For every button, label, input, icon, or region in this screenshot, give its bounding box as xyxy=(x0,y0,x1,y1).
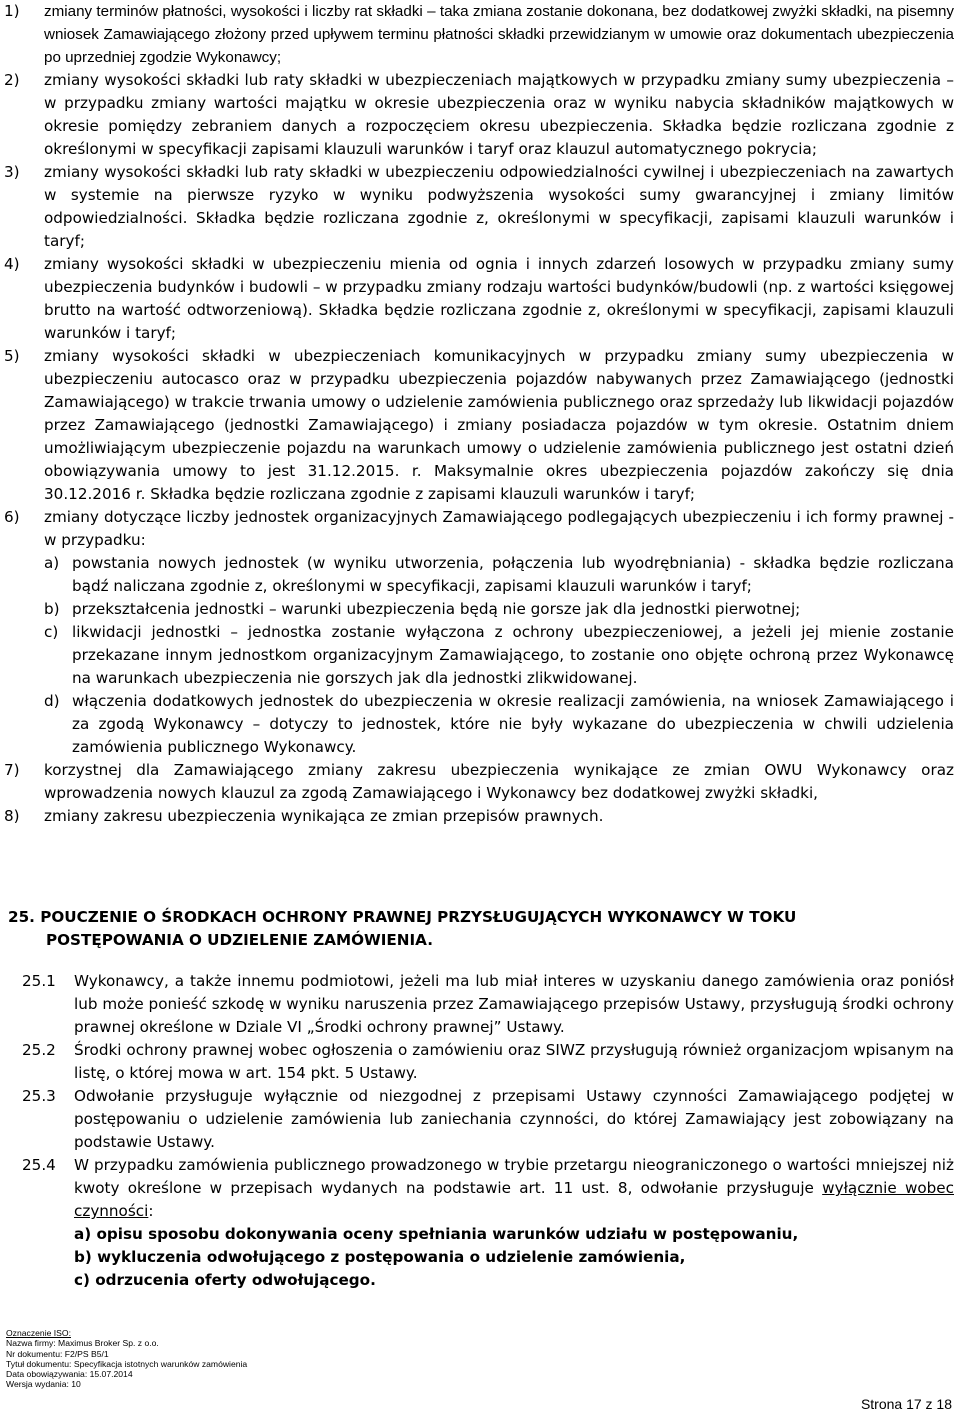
bold-list-item: a) opisu sposobu dokonywania oceny spełniania warunków udziału w postępowaniu, xyxy=(74,1225,799,1243)
paragraph-number: 25.3 xyxy=(22,1087,56,1105)
sub-item-text: likwidacji jednostki – jednostka zostanie wyłączona z ochrony ubezpieczeniowej, a jeżeli jej mienie zostanie przekazane innym jednostkom organizacyjnym Zamawiającego, to zostanie ono objęte ochroną przez Wykonawcę na warunkach ubezpieczenia nie gorszych jak dla jednostki zlikwidowanej. xyxy=(72,623,954,687)
footer-doc-title: Tytuł dokumentu: Specyfikacja istotnych warunków zamówienia xyxy=(6,1358,248,1369)
page-number: Strona 17 z 18 xyxy=(860,1396,952,1412)
sub-item-letter: b) xyxy=(44,600,60,618)
paragraph-number: 25.1 xyxy=(22,972,56,990)
paragraph-text: Wykonawcy, a także innemu podmiotowi, jeżeli ma lub miał interes w uzyskaniu danego zamówienia oraz poniósł lub może ponieść szkodę w wyniku naruszenia przez Zamawiającego przepisów Ustawy, przysługują środki ochrony prawnej określone w Dziale VI „Środki ochrony prawnej” Ustawy. xyxy=(74,972,954,1036)
sub-item xyxy=(44,690,954,759)
sub-item-letter: c) xyxy=(44,623,59,641)
list-item-text: zmiany dotyczące liczby jednostek organizacyjnych Zamawiającego podlegających ubezpieczeniu i ich formy prawnej - w przypadku: xyxy=(44,508,954,549)
section-heading xyxy=(8,906,953,952)
list-item-number: 3) xyxy=(4,163,20,181)
sub-item-text: włączenia dodatkowych jednostek do ubezpieczenia w okresie realizacji zamówienia, na wniosek Zamawiającego i za zgodą Wykonawcy – dotyczy to jednostek, które nie były wykazane do ubezpieczenia w chwili udzielenia zamówienia publicznego Wykonawcy. xyxy=(72,692,954,756)
sub-item-text: przekształcenia jednostki – warunki ubezpieczenia będą nie gorsze jak dla jednostki pierwotnej; xyxy=(72,600,801,618)
list-item xyxy=(0,805,960,828)
section-paragraph xyxy=(0,1154,960,1292)
paragraph-underlined-text: wyłącznie wobec czynności xyxy=(74,1179,954,1220)
list-item xyxy=(0,253,960,345)
section-heading-line2: POSTĘPOWANIA O UDZIELENIE ZAMÓWIENIA. xyxy=(46,931,433,949)
sub-item-text: powstania nowych jednostek (w wyniku utworzenia, połączenia lub wyodrębniania) - składka będzie rozliczana bądź naliczana zgodnie z, określonymi w specyfikacji, zapisami klauzuli warunków i taryf; xyxy=(72,554,954,595)
list-item-number: 5) xyxy=(4,347,20,365)
sub-item-letter: d) xyxy=(44,692,60,710)
list-item-number: 2) xyxy=(4,71,20,89)
footer-valid-date: Data obowiązywania: 15.07.2014 xyxy=(6,1369,133,1380)
sub-item xyxy=(44,552,954,598)
list-item-number: 6) xyxy=(4,508,20,526)
list-item-text: zmiany wysokości składki w ubezpieczeniu mienia od ognia i innych zdarzeń losowych w przypadku zmiany sumy ubezpieczenia budynków i budowli – w przypadku zmiany rodzaju wartości budynków/budowli (np. z wartości księgowej brutto na wartość odtworzeniową). Składka będzie rozliczana zgodnie z, określonymi w specyfikacji, zapisami klauzuli warunków i taryf; xyxy=(44,255,954,342)
section-heading-line1: 25. POUCZENIE O ŚRODKACH OCHRONY PRAWNEJ PRZYSŁUGUJĄCYCH WYKONAWCY W TOKU xyxy=(8,908,797,926)
bold-list-item: b) wykluczenia odwołującego z postępowania o udzielenie zamówienia, xyxy=(74,1248,686,1266)
paragraph-text: W przypadku zamówienia publicznego prowadzonego w trybie przetargu nieograniczonego o wartości mniejszej niż kwoty określone w przepisach wydanych na podstawie art. 11 ust. 8, odwołanie przysługuje xyxy=(74,1156,954,1197)
list-item xyxy=(0,69,960,161)
list-item-text: zmiany wysokości składki lub raty składki w ubezpieczeniu odpowiedzialności cywilnej i ubezpieczeniach na zawartych w systemie na pierwsze ryzyko w wyniku podwyższenia wysokości sumy gwarancyjnej i zmiany limitów odpowiedzialności. Składka będzie rozliczana zgodnie z, określonymi w specyfikacji, zapisami klauzuli warunków i taryf; xyxy=(44,163,954,250)
section-body xyxy=(0,970,960,1292)
list-item-text: korzystnej dla Zamawiającego zmiany zakresu ubezpieczenia wynikające ze zmian OWU Wykonawcy oraz wprowadzenia nowych klauzul za zgodą Zamawiającego i Wykonawcy bez dodatkowej zwyżki składki, xyxy=(44,761,954,802)
list-item-number: 7) xyxy=(4,761,20,779)
paragraph-colon: : xyxy=(148,1202,154,1220)
bold-list-item: c) odrzucenia oferty odwołującego. xyxy=(74,1271,376,1289)
section-paragraph xyxy=(0,1085,960,1154)
section-paragraph xyxy=(0,970,960,1039)
list-item-number: 4) xyxy=(4,255,20,273)
footer-iso-label: Oznaczenie ISO: xyxy=(6,1328,71,1338)
list-item xyxy=(0,0,960,69)
footer-firm: Nazwa firmy: Maximus Broker Sp. z o.o. xyxy=(6,1338,159,1349)
sub-item xyxy=(44,598,954,621)
footer-doc-number: Nr dokumentu: F2/PS B5/1 xyxy=(6,1348,109,1359)
list-item-text: zmiany wysokości składki lub raty składki w ubezpieczeniach majątkowych w przypadku zmiany sumy ubezpieczenia – w przypadku zmiany wartości majątku w okresie ubezpieczenia oraz w wyniku nabycia składników majątkowych w okresie pomiędzy zebraniem danych a rozpoczęciem okresu ubezpieczenia. Składka będzie rozliczana zgodnie z określonymi w specyfikacji zapisami klauzuli warunków i taryf oraz klauzul automatycznego pokrycia; xyxy=(44,71,954,158)
sub-item xyxy=(44,621,954,690)
paragraph-text: Odwołanie przysługuje wyłącznie od niezgodnej z przepisami Ustawy czynności Zamawiającego podjętej w postępowaniu o udzielenie zamówienia lub zaniechania czynności, do której Zamawiający jest zobowiązany na podstawie Ustawy. xyxy=(74,1087,954,1151)
list-item-number: 1) xyxy=(4,2,20,20)
paragraph-number: 25.4 xyxy=(22,1156,56,1174)
list-item-text: zmiany terminów płatności, wysokości i liczby rat składki – taka zmiana zostanie dokonana, bez dodatkowej zwyżki składki, na pisemny wniosek Zamawiającego złożony przed upływem terminu płatności składki przewidzianym w umowie oraz dokumentach ubezpieczenia po uprzedniej zgodzie Wykonawcy; xyxy=(44,3,954,66)
list-item-text: zmiany zakresu ubezpieczenia wynikająca ze zmian przepisów prawnych. xyxy=(44,807,604,825)
paragraph-body xyxy=(74,1154,960,1292)
list-item-text: zmiany wysokości składki w ubezpieczeniach komunikacyjnych w przypadku zmiany sumy ubezpieczenia w ubezpieczeniu autocasco oraz w przypadku ubezpieczenia pojazdów nabywanych przez Zamawiającego (jednostki Zamawiającego) w trakcie trwania umowy o udzielenie zamówienia publicznego oraz sprzedaży lub likwidacji pojazdów przez Zamawiającego (jednostki Zamawiającego) i zmiany posiadacza pojazdów w tym okresie. Ostatnim dniem umożliwiającym ubezpieczenie pojazdu na warunkach umowy o udzielenie zamówienia publicznego jest ostatni dzień obowiązywania umowy to jest 31.12.2015. r. Maksymalnie okres ubezpieczenia pojazdów zakończy się dnia 30.12.2016 r. Składka będzie rozliczana zgodnie z zapisami klauzuli warunków i taryf; xyxy=(44,347,954,503)
list-item-body xyxy=(44,506,960,759)
list-item xyxy=(0,506,960,759)
paragraph-number: 25.2 xyxy=(22,1041,56,1059)
list-item xyxy=(0,161,960,253)
list-item-number: 8) xyxy=(4,807,20,825)
list-item xyxy=(0,345,960,506)
footer-version: Wersja wydania: 10 xyxy=(6,1379,81,1390)
paragraph-text: Środki ochrony prawnej wobec ogłoszenia o zamówieniu oraz SIWZ przysługują również organizacjom wpisanym na listę, o której mowa w art. 154 pkt. 5 Ustawy. xyxy=(74,1041,954,1082)
sub-item-letter: a) xyxy=(44,554,60,572)
document-footer xyxy=(6,1328,247,1390)
section-paragraph xyxy=(0,1039,960,1085)
list-item xyxy=(0,759,960,805)
